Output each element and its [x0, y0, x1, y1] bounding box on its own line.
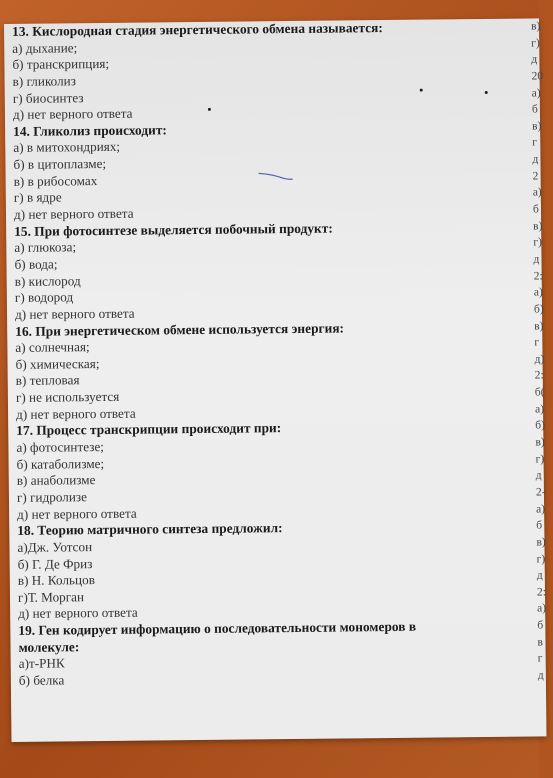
right-column-fragment: д	[533, 253, 540, 266]
answer-option: а) фотосинтезе;	[16, 438, 105, 455]
right-column-fragment: д	[531, 53, 538, 66]
right-column-fragment: б)	[533, 303, 544, 316]
right-column-fragment: б	[532, 203, 539, 216]
answer-option: д) нет верного ответа	[18, 605, 138, 622]
answer-option: г) не используется	[15, 388, 120, 405]
right-column-fragment: б	[531, 103, 538, 116]
right-column-fragment: а)	[536, 502, 546, 516]
worksheet-paper	[4, 18, 546, 742]
answer-option: г) биосинтез	[12, 89, 84, 106]
right-column-fragment: г	[534, 336, 540, 349]
right-column-fragment: 2	[532, 170, 539, 183]
answer-option: г) водород	[14, 289, 74, 306]
right-column-fragment: г	[537, 652, 543, 665]
right-column-fragment: а)	[533, 286, 543, 299]
answer-option: д) нет верного ответа	[12, 105, 133, 123]
right-column-fragment: 2:	[534, 369, 544, 382]
right-column-fragment: 20	[531, 70, 544, 83]
right-column-fragment: в)	[536, 536, 546, 549]
answer-option: б) белка	[18, 672, 65, 688]
right-column-fragment: в)	[535, 436, 545, 449]
right-column-fragment: а)	[531, 86, 541, 100]
right-column-fragment: д	[532, 153, 539, 166]
answer-option: в) гликолиз	[12, 73, 76, 89]
answer-option: б) катаболизме;	[16, 455, 105, 472]
answer-option: г) в ядре	[13, 189, 62, 206]
question-list	[12, 19, 509, 690]
question-text: 18. Теорию матричного синтеза предложил:	[17, 520, 283, 539]
right-column-fragment: б	[537, 619, 544, 632]
right-column-fragment: б	[536, 519, 543, 532]
right-column-fragment: 2-	[535, 486, 546, 499]
right-column-fragment: 2:	[533, 269, 543, 283]
answer-option: в) анаболизме	[16, 472, 96, 489]
right-column-fragment: д	[535, 469, 542, 482]
right-column-fragment: а)	[532, 186, 542, 199]
question-text: 13. Кислородная стадия энергетического обмена называется:	[11, 20, 383, 39]
question-text: молекуле:	[18, 638, 80, 655]
answer-option: а) в митохондриях;	[13, 139, 121, 156]
answer-option: б) транскрипция;	[12, 56, 110, 73]
right-column-fragment: д	[537, 669, 544, 682]
right-column-fragment: д	[536, 569, 543, 582]
right-column-fragment: б(	[534, 386, 545, 399]
right-column-fragment: г)	[531, 37, 540, 50]
answer-option: в) кислород	[14, 272, 81, 289]
question-text: 15. При фотосинтезе выделяется побочный продукт:	[14, 220, 333, 239]
answer-option: д) нет верного ответа	[14, 305, 135, 322]
answer-option: д) нет верного ответа	[13, 205, 134, 222]
next-column-fragment	[531, 18, 552, 684]
right-column-fragment: б)	[535, 419, 545, 432]
right-column-fragment: в)	[532, 120, 542, 133]
answer-option: д) нет верного ответа	[16, 405, 136, 422]
answer-option: б) Г. Де Фриз	[17, 555, 93, 572]
right-column-fragment: д)	[534, 353, 545, 366]
answer-option: г) гидролизе	[16, 489, 88, 505]
right-column-fragment: г)	[533, 236, 542, 249]
answer-option: б) химическая;	[15, 355, 100, 372]
answer-option: в) тепловая	[15, 372, 80, 389]
right-column-fragment: а)	[537, 602, 547, 615]
right-column-fragment: в)	[534, 319, 544, 332]
answer-option: г)Т. Морган	[17, 588, 85, 605]
question-text: 17. Процесс транскрипции происходит при:	[16, 420, 282, 439]
right-column-fragment: в)	[530, 20, 541, 33]
right-column-fragment: г)	[535, 453, 545, 466]
ink-dot	[420, 89, 423, 92]
right-column-fragment: в)	[533, 220, 543, 233]
right-column-fragment: г	[532, 136, 538, 149]
right-column-fragment: г)	[536, 552, 546, 565]
answer-option: а) глюкоза;	[14, 239, 77, 256]
answer-option: а)т-РНК	[18, 655, 65, 672]
question-text: 14. Гликолиз происходит:	[13, 122, 167, 139]
right-column-fragment: а)	[534, 403, 545, 416]
answer-option: а) дыхание;	[12, 39, 78, 56]
answer-option: б) в цитоплазме;	[13, 156, 107, 173]
question-text: 19. Ген кодирует информацию о последовательности мономеров в	[18, 618, 417, 638]
answer-option: в) в рибосомах	[13, 172, 98, 189]
answer-option: а)Дж. Уотсон	[17, 538, 93, 555]
ink-dot	[208, 108, 211, 111]
answer-option: а) солнечная;	[15, 339, 90, 356]
answer-option: д) нет верного ответа	[17, 505, 137, 522]
answer-option: б) вода;	[14, 256, 58, 272]
ink-dot	[485, 91, 488, 94]
question-text: 16. При энергетическом обмене используется энергия:	[15, 319, 345, 339]
right-column-fragment: 2:	[536, 586, 546, 599]
pen-stroke-mark	[258, 171, 294, 181]
right-column-fragment: в	[537, 636, 544, 649]
answer-option: в) Н. Кольцов	[17, 572, 95, 589]
